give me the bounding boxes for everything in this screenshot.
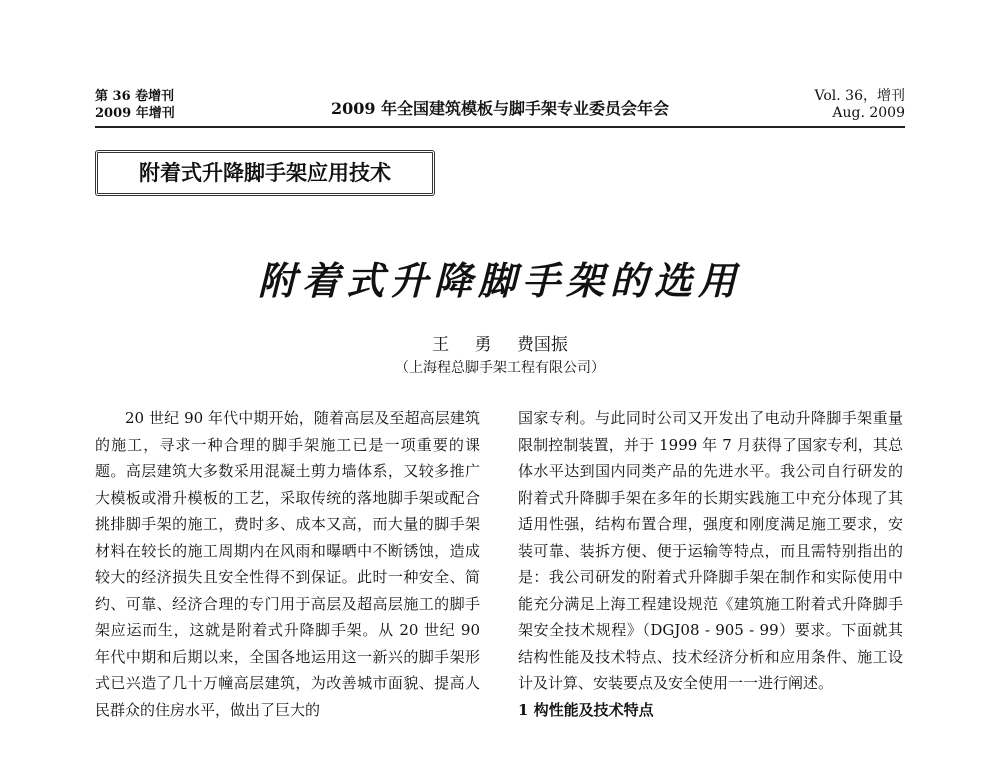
running-header [95,88,905,128]
body-column-right [518,405,903,723]
section-heading: 1 构性能及技术特点 [518,700,654,719]
authors: 王 勇 费国振 [432,335,568,355]
volume-info-en: Vol. 36，增刊 Aug. 2009 [814,88,905,121]
body-column-left: 20 世纪 90 年代中期开始，随着高层及至超高层建筑的施工，寻求一种合理的脚手架施工已是一项重要的课题。高层建筑大多数采用混凝土剪力墙体系，又较多推广大模板或滑升模板的工艺，采取传统的落地脚手架或配合挑排脚手架的施工，费时多、成本又高，而大量的脚手架材料在较长的施工周期内在风雨和曝晒中不断锈蚀，造成较大的经济损失且安全性得不到保证。此时一种安全、简约、可靠、经济合理的专门用于高层及超高层施工的脚手架应运而生，这就是附着式升降脚手架。从 20 世纪 90 年代中期和后期以来，全国各地运用这一新兴的脚手架形式已兴造了几十万幢高层建筑，为改善城市面貌、提高人民群众的住房水平，做出了巨大的 [95,409,480,719]
volume-info: 第 36 卷增刊 2009 年增刊 [95,89,175,121]
journal-title: 2009 年全国建筑模板与脚手架专业委员会年会 [330,99,670,118]
section-label: 附着式升降脚手架应用技术 [95,150,435,196]
affiliation: （上海程总脚手架工程有限公司） [395,360,605,376]
paragraph: 国家专利。与此同时公司又开发出了电动升降脚手架重量限制控制装置，并于 1999 年 7 月获得了国家专利，其总体水平达到国内同类产品的先进水平。我公司自行研发的附着式升降脚手架在多年的长期实践施工中充分体现了其适用性强，结构布置合理，强度和刚度满足施工要求，安装可靠、装拆方便、便于运输等特点，而且需特别指出的是：我公司研发的附着式升降脚手架在制作和实际使用中能充分满足上海工程建设规范《建筑施工附着式升降脚手架安全技术规程》（DGJ08 - 905 - 99）要求。下面就其结构性能及技术特点、技术经济分析和应用条件、施工设计及计算、安装要点及安全使用一一进行阐述。 [518,409,903,692]
article-title: 附着式升降脚手架的选用 [257,258,742,303]
